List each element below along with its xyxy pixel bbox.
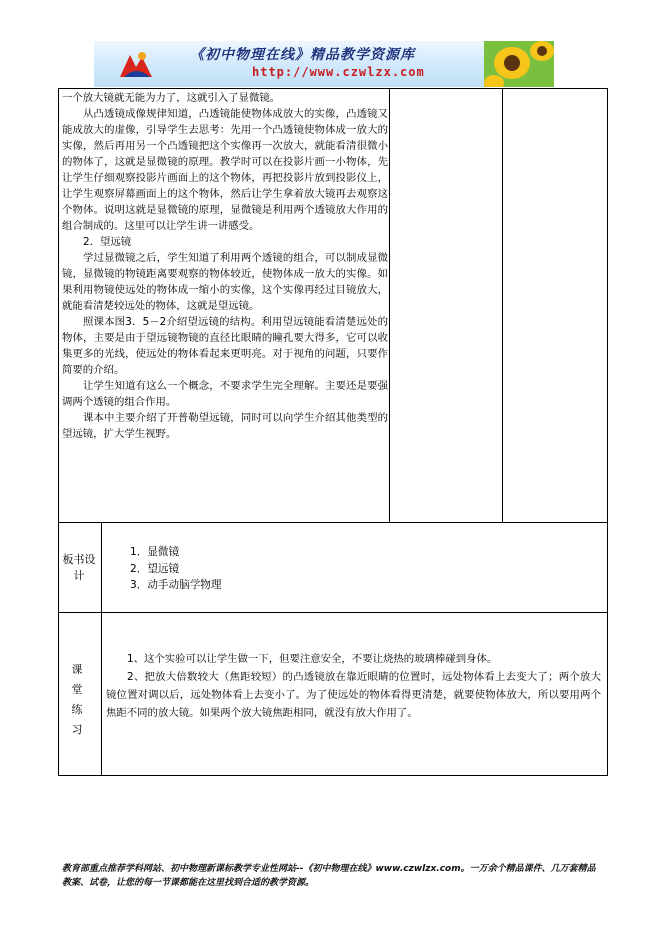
class-exercise-label: 课堂练习 bbox=[71, 663, 83, 736]
paragraph: 学过显微镜之后，学生知道了利用两个透镜的组合，可以制成显微镜，显微镜的物镜距离要观察的物体较近，使物体成一放大的实像。如果利用物镜使远处的物体成一缩小的实像，这个实像再经过目镜放大，就能看清楚较远处的物体，这就是望远镜。 bbox=[62, 252, 388, 312]
banner-title: 《初中物理在线》精品教学资源库 bbox=[190, 47, 415, 63]
board-design-label: 板书设计 bbox=[62, 553, 96, 582]
lesson-body-text bbox=[62, 90, 388, 442]
paragraph: 照课本图3．5－2介绍望远镜的结构。利用望远镜能看清楚远处的物体，主要是由于望远镜物镜的直径比眼睛的瞳孔要大得多，它可以收集更多的光线，使远处的物体看起来更明亮。对于视角的问题，只要作简要的介绍。 bbox=[62, 316, 388, 376]
col-divider-2 bbox=[502, 88, 503, 522]
list-item: 2．望远镜 bbox=[130, 562, 180, 575]
table-border-top bbox=[58, 88, 608, 89]
sunflower-icon bbox=[484, 41, 554, 87]
row-divider-1 bbox=[58, 522, 608, 523]
paragraph: 课本中主要介绍了开普勒望远镜，同时可以向学生介绍其他类型的望远镜，扩大学生视野。 bbox=[62, 412, 388, 440]
table-border-right bbox=[607, 88, 608, 776]
table-border-bottom bbox=[58, 775, 608, 776]
paragraph: 让学生知道有这么一个概念，不要求学生完全理解。主要还是要强调两个透镜的组合作用。 bbox=[62, 380, 388, 408]
banner-url[interactable]: http://www.czwlzx.com bbox=[252, 65, 425, 79]
list-item: 1．显微镜 bbox=[130, 546, 180, 558]
exercise-item: 1、这个实验可以让学生做一下，但要注意安全，不要让烧热的玻璃棒碰到身体。 bbox=[127, 653, 498, 665]
paragraph: 一个放大镜就无能为力了，这就引入了显微镜。 bbox=[62, 92, 281, 104]
site-logo-icon bbox=[116, 47, 156, 83]
list-item: 3．动手动脑学物理 bbox=[130, 579, 222, 591]
page-footer: 教育部重点推荐学科网站、初中物理新课标教学专业性网站--《初中物理在线》www.czwlzx.com。一万余个精品课件、几万套精品教案、试卷，让您的每一节课都能在这里找到合适的教学资源。 bbox=[62, 864, 596, 888]
header-banner bbox=[94, 41, 554, 87]
board-design-list bbox=[130, 544, 222, 594]
exercise-item: 2、把放大倍数较大（焦距较短）的凸透镜放在靠近眼睛的位置时，远处物体看上去变大了；两个放大镜位置对调以后，远处物体看上去变小了。为了使远处的物体看得更清楚，就要使物体放大，所以要用两个焦距不同的放大镜。如果两个放大镜焦距相同，就没有放大作用了。 bbox=[106, 671, 601, 719]
row-divider-2 bbox=[58, 612, 608, 613]
col-divider-1 bbox=[389, 88, 390, 522]
table-border-left bbox=[58, 88, 59, 776]
section-heading: 2．望远镜 bbox=[83, 236, 132, 248]
class-exercise-text bbox=[106, 650, 601, 722]
label-col-divider bbox=[101, 522, 102, 776]
paragraph: 从凸透镜成像规律知道，凸透镜能使物体成放大的实像，凸透镜又能成放大的虚像，引导学生去思考：先用一个凸透镜使物体成一放大的实像，然后再用另一个凸透镜把这个实像再一次放大，就能看清很微小的物体了，这就是显微镜的原理。教学时可以在投影片画一小物体，先让学生仔细观察投影片画面上的这个物体，再把投影片放到投影仪上，让学生观察屏幕画面上的这个物体，然后让学生拿着放大镜再去观察这个物体。说明这就是显微镜的原理，显微镜是利用两个透镜放大作用的组合制成的。这里可以让学生讲一讲感受。 bbox=[62, 108, 388, 232]
